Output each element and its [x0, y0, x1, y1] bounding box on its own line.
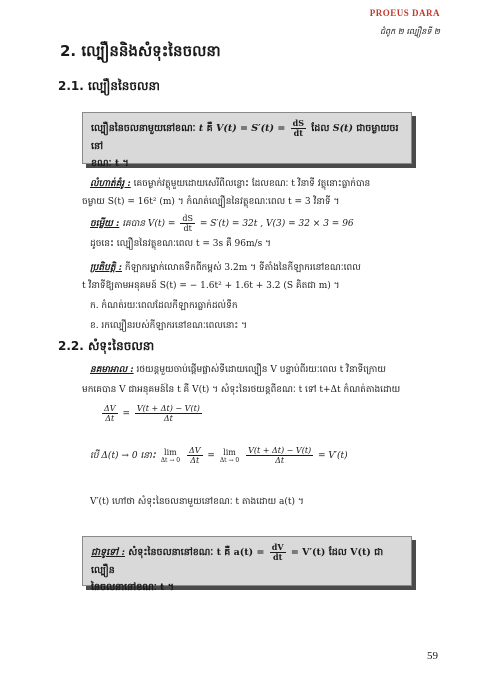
accel-label: នគមាអាល : [90, 365, 134, 375]
example-block [90, 176, 420, 193]
definition-tail: ជាចម្ងាយចរនៅ [91, 123, 399, 152]
exercise-label: ប្រតិបត្តិ : [90, 263, 122, 273]
exercise-question-b: ខ. រកល្បឿនរបស់កីឡាករនៅខណៈពេលនោះ ។ [90, 321, 248, 331]
accel-formula1: $\frac{\Delta V}{\Delta t}$ = $\frac{V(t + \Delta t) - V(t)}{\Delta t}$ [104, 404, 200, 423]
definition-expr: V(t) = S′(t) = [215, 123, 286, 134]
accel-final-line: V′(t) ហៅថា សំទុះនៃចលនាមួយនៅខណៈ t តាងដោយ a(t) ។ [90, 497, 304, 507]
conclusion-text2: = V′(t) ដែល V(t) ជាល្បឿន [91, 547, 384, 576]
formula1-lhs: $\frac{\Delta V}{\Delta t}$ [104, 404, 116, 423]
solution-text1: គេបាន V(t) = [122, 219, 176, 229]
accel-block [90, 362, 420, 379]
exercise-line2: t វិនាទីឱ្យតាមអនុគមន៍ S(t) = − 1.6t² + 1.6t + 3.2 (S គិតជា m) ។ [82, 281, 340, 291]
limit-fraction-2: $\frac{V(t + \Delta t) - V(t)}{\Delta t}$ [248, 446, 312, 465]
definition-st: S(t) [332, 123, 353, 134]
exercise-block [90, 260, 420, 277]
limit-fraction-1: $\frac{\Delta V}{\Delta t}$ [188, 446, 201, 465]
solution-fraction: $\frac{dS}{dt}$ [182, 214, 193, 233]
running-header: ជំពូក ២ ល្បឿនទី ២ [379, 27, 440, 36]
solution-line2: ដូចនេះ ល្បឿននៃវត្ថុខណៈពេល t = 3s គឺ 96m/s ។ [90, 239, 271, 249]
limit-operator-2: lim Δt → 0 [219, 447, 240, 464]
brand-label: PROEUS DARA [369, 8, 440, 18]
definition-where: ដែល [311, 123, 330, 134]
accel-line1: រថយន្តមួយចាប់ផ្ដើមផ្លាស់ទីដោយល្បឿន V បន្ទាប់ពីរយៈពេល t វិនាទីក្រោយ [136, 365, 386, 375]
page-number: 59 [427, 650, 438, 662]
example-line2: ចម្ងាយ S(t) = 16t² (m) ។ កំណត់ល្បឿននៃវត្ថុខណៈពេល t = 3 វិនាទី ។ [82, 197, 340, 207]
exercise-line1: កីឡាករម្នាក់លោតទឹកពីកម្ពស់ 3.2m ។ ទីតាំងនៃកីឡាករនៅខណៈពេល [124, 263, 361, 273]
subsection-title-velocity: 2.1. ល្បឿននៃចលនា [58, 79, 160, 93]
definition-text: ល្បឿននៃចលនាមួយនៅខណៈ [91, 123, 196, 134]
example-line1: គេចម្ងាក់វត្ថុមួយដោយសេរីពីលន្លោះ ដែលខណៈ t វិនាទី វត្ថុនោះធ្លាក់បាន [133, 179, 371, 189]
conclusion-line2: នៃចលនានៅខណៈ t ។ [91, 582, 175, 593]
definition-line2: ខណៈ t ។ [91, 158, 129, 169]
subsection-title-acceleration: 2.2. សំទុះនៃចលនា [58, 339, 155, 353]
limit-tail: = V′(t) [318, 451, 348, 461]
conclusion-line1 [91, 543, 403, 579]
definition-line1 [91, 119, 403, 155]
definition-box [82, 112, 412, 169]
section-title: 2. ល្បឿននិងសំទុះនៃចលនា [60, 42, 221, 60]
conclusion-box [82, 536, 412, 593]
solution-text2: = S′(t) = 32t , V(3) = 32 × 3 = 96 [199, 219, 354, 229]
formula1-rhs: $\frac{V(t + \Delta t) - V(t)}{\Delta t}$ [136, 404, 200, 423]
solution-block [90, 214, 420, 233]
conclusion-fraction: $\frac{dV}{dt}$ [271, 542, 284, 562]
solution-label: ចម្លើយ : [90, 219, 120, 229]
accel-line2: មកគេបាន V ជាអនុគមន៍នៃ t គឺ V(t) ។ សំទុះនៃរថយន្តពីខណៈ t ទៅ t+Δt កំណត់តាងដោយ [82, 385, 401, 395]
definition-fraction: $\frac{dS}{dt}$ [292, 118, 304, 138]
limit-if-text: បើ Δ(t) → 0 នោះ [90, 451, 156, 461]
definition-is: គឺ [206, 123, 213, 134]
example-label: លំហាត់គំរូ : [90, 179, 131, 189]
definition-var: t [198, 123, 204, 134]
limit-operator-1: lim Δt → 0 [160, 447, 181, 464]
conclusion-label: ជាទូទៅ : [91, 547, 125, 558]
accel-limit-line: បើ Δ(t) → 0 នោះ lim Δt → 0 $\frac{\Delta V}{\Delta t}$ = lim Δt → 0 $\frac{V(t + \Delta t) - V(t)}{\Delta t}$ = V′(t) [90, 446, 348, 465]
exercise-question-a: ក. កំណត់រយៈពេលដែលកីឡាករធ្លាក់ដល់ទឹក [90, 301, 238, 311]
conclusion-text1: សំទុះនៃចលនានៅខណៈ t គឺ a(t) = [128, 547, 265, 558]
